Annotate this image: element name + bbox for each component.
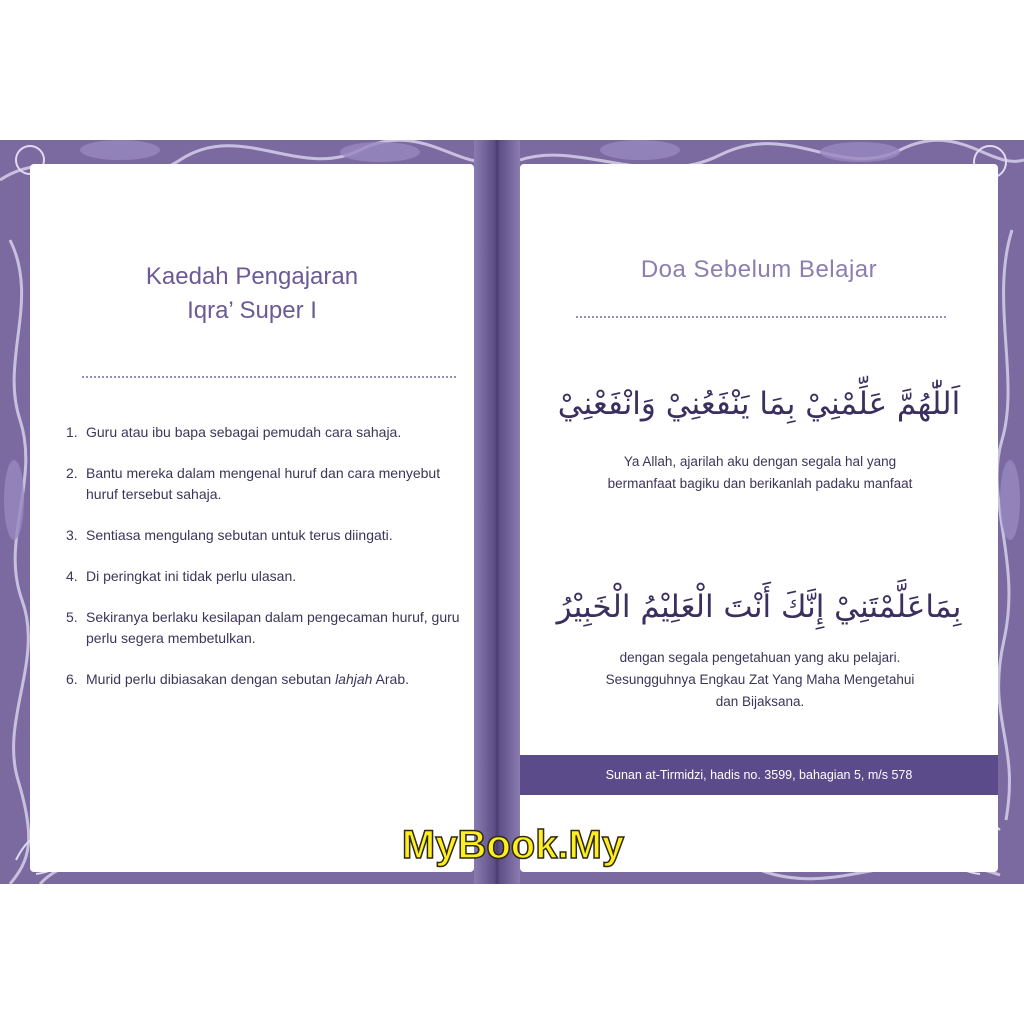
book-spread bbox=[0, 140, 1024, 884]
list-text: Sentiasa mengulang sebutan untuk terus diingati. bbox=[86, 527, 393, 543]
list-number: 4. bbox=[66, 568, 78, 584]
list-number: 2. bbox=[66, 465, 78, 481]
list-number: 5. bbox=[66, 609, 78, 625]
translation-1-line2: bermanfaat bagiku dan berikanlah padaku manfaat bbox=[607, 476, 913, 491]
list-text: Sekiranya berlaku kesilapan dalam pengecaman huruf, guru perlu segera membetulkan. bbox=[86, 609, 460, 646]
left-page-title bbox=[30, 260, 474, 328]
right-page bbox=[520, 164, 998, 872]
book-gutter bbox=[474, 140, 520, 884]
teaching-method-list bbox=[66, 422, 466, 710]
translation-2-line3: dan Bijaksana. bbox=[715, 694, 805, 709]
list-item bbox=[66, 463, 466, 505]
list-text-before: Murid perlu dibiasakan dengan sebutan bbox=[86, 671, 336, 687]
left-page bbox=[30, 164, 474, 872]
translation-2 bbox=[550, 647, 970, 713]
list-text: Di peringkat ini tidak perlu ulasan. bbox=[86, 568, 297, 584]
list-item bbox=[66, 422, 466, 443]
list-text-after: Arab. bbox=[372, 671, 410, 687]
list-text: Guru atau ibu bapa sebagai pemudah cara sahaja. bbox=[86, 424, 402, 440]
watermark-text: MyBook.My bbox=[401, 823, 625, 867]
source-citation-band: Sunan at-Tirmidzi, hadis no. 3599, bahagian 5, m/s 578 bbox=[520, 755, 998, 795]
translation-2-line2: Sesungguhnya Engkau Zat Yang Maha Mengetahui bbox=[605, 672, 915, 687]
right-page-title: Doa Sebelum Belajar bbox=[640, 256, 878, 283]
left-title-line1: Kaedah Pengajaran bbox=[145, 263, 359, 290]
translation-1 bbox=[550, 451, 970, 495]
list-number: 1. bbox=[66, 424, 78, 440]
dotted-divider bbox=[576, 316, 946, 318]
list-item bbox=[66, 525, 466, 546]
arabic-prayer-line-2: بِمَاعَلَّمْتَنِيْ إِنَّكَ أَنْتَ الْعَلِيْمُ الْخَبِيْرُ bbox=[556, 589, 962, 625]
list-text bbox=[86, 669, 466, 690]
dotted-divider bbox=[82, 376, 456, 378]
left-title-line2: Iqra’ Super I bbox=[187, 297, 317, 324]
list-item bbox=[66, 669, 466, 690]
translation-2-line1: dengan segala pengetahuan yang aku pelajari. bbox=[619, 650, 901, 665]
list-item bbox=[66, 566, 466, 587]
arabic-prayer-line-1: اَللّٰهُمَّ عَلِّمْنِيْ بِمَا يَنْفَعُنِيْ وَانْفَعْنِيْ bbox=[557, 386, 961, 422]
translation-1-line1: Ya Allah, ajarilah aku dengan segala hal yang bbox=[623, 454, 897, 469]
list-number: 3. bbox=[66, 527, 78, 543]
list-text-italic: lahjah bbox=[335, 671, 373, 687]
list-number: 6. bbox=[66, 671, 78, 687]
list-text: Bantu mereka dalam mengenal huruf dan cara menyebut huruf tersebut sahaja. bbox=[86, 465, 441, 502]
list-item bbox=[66, 607, 466, 649]
